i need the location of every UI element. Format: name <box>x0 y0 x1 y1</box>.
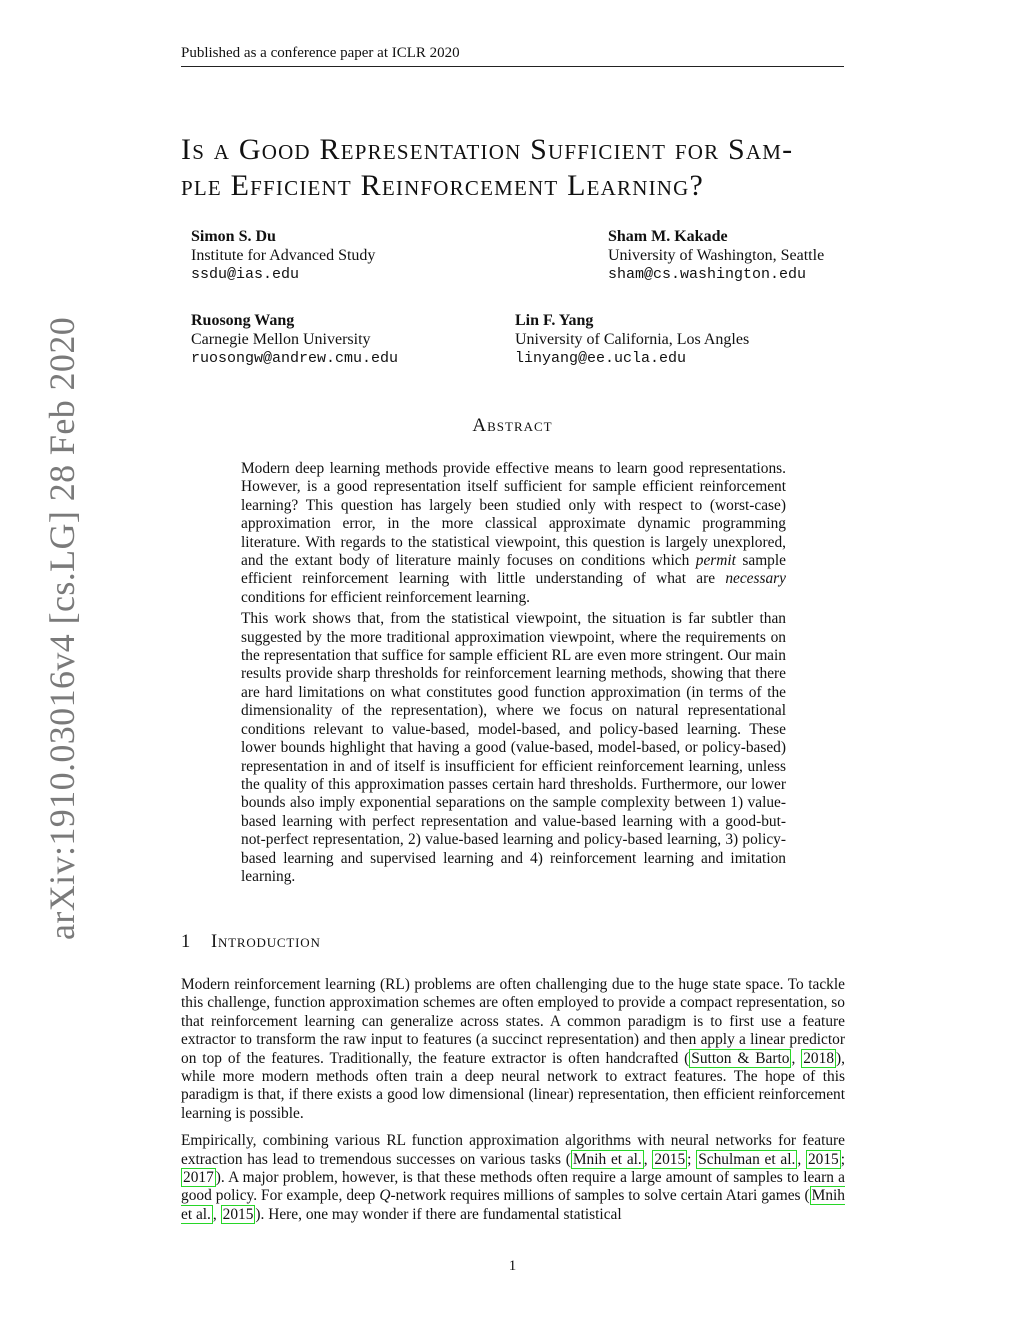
header-rule <box>181 66 844 67</box>
citation-link[interactable]: 2015 <box>222 1205 254 1223</box>
author-block <box>191 311 398 368</box>
body-paragraph: Modern reinforcement learning (RL) problems are often challenging due to the huge state space. To tackle this challenge, function approximation schemes are often employed to provide a compact representation, so that reinforcement learning can generalize across states. A common paradigm is to first use a feature extractor to transform the raw input to features (a succinct representation) and then apply a linear predictor on top of the features. Traditionally, the feature extractor is often handcrafted ( Sutton & Barto , 2018 ), while more modern methods often train a deep neural network to extract features. The hope of this paradigm is that, if there exists a good low dimensional (linear) representation, then efficient reinforcement learning is possible. <box>181 976 845 1122</box>
author-affiliation: University of Washington, Seattle <box>608 247 825 264</box>
section-body <box>181 976 845 1233</box>
math-symbol: Q <box>379 1187 391 1205</box>
running-header: Published as a conference paper at ICLR 2020 <box>181 45 460 61</box>
author-name: Ruosong Wang <box>191 312 295 329</box>
author-email[interactable]: ruosongw@andrew.cmu.edu <box>191 350 399 367</box>
abstract-heading: Abstract <box>472 415 553 436</box>
abstract-paragraph: This work shows that, from the statistical viewpoint, the situation is far subtler than suggested by the more traditional approximation viewpoint, where the requirements on the representation that suffice for sample efficient RL are even more stringent. Our main results provide sharp thresholds for reinforcement learning methods, showing that there are hard limitations on what constitutes good function approximation (in terms of the dimensionality of the representation), where we focus on natural representational conditions relevant to value-based, model-based, and policy-based learning. These lower bounds highlight that having a good (value-based, model-based, or policy-based) representation in and of itself is insufficient for efficient reinforcement learning, unless the quality of this approximation passes certain hard thresholds. Furthermore, our lower bounds also imply exponential separations on the sample complexity between 1) value-based learning with perfect representation and value-based learning with a good-but-not-perfect representation, 2) value-based learning and policy-based learning, 3) policy-based learning and supervised learning and 4) reinforcement learning and imitation learning. <box>241 610 786 885</box>
author-affiliation: University of California, Los Angles <box>515 331 750 348</box>
emphasis: necessary <box>725 570 786 588</box>
citation-link[interactable]: 2018 <box>803 1049 835 1067</box>
author-name: Simon S. Du <box>191 228 276 245</box>
body-paragraph: Empirically, combining various RL function approximation algorithms with neural networks for feature extraction has lead to tremendous successes on various tasks ( Mnih et al. , 2015 ; Schulman et al. , 2015 ; 2017 ). A major problem, however, is that these methods often require a large amount of samples to learn a good policy. For example, deep Q-network requires millions of samples to solve certain Atari games ( Mnih et al. , 2015 ). Here, one may wonder if there are fundamental statistical <box>181 1132 846 1223</box>
emphasis: permit <box>695 552 736 570</box>
citation-link[interactable]: Mnih et al. <box>181 1187 845 1223</box>
title-line-1: Is a Good Representation Sufficient for Sam- <box>181 133 794 166</box>
author-email[interactable]: sham@cs.washington.edu <box>608 266 807 283</box>
citation-link[interactable]: Sutton & Barto <box>691 1049 790 1067</box>
author-block <box>608 227 824 284</box>
abstract-body <box>241 460 786 889</box>
author-affiliation: Institute for Advanced Study <box>191 247 376 264</box>
page-number: 1 <box>508 1258 517 1274</box>
author-affiliation: Carnegie Mellon University <box>191 331 371 348</box>
citation-link[interactable]: Schulman et al. <box>698 1150 796 1168</box>
author-block <box>191 227 375 284</box>
author-name: Lin F. Yang <box>515 312 594 329</box>
citation-link[interactable]: 2015 <box>654 1150 686 1168</box>
section-heading <box>181 932 321 953</box>
abstract-paragraph: Modern deep learning methods provide effective means to learn good representations. However, is a good representation itself sufficient for sample efficient reinforcement learning? This question has largely been studied only with respect to (worst-case) approximation error, in the more classical approximate dynamic programming literature. With regards to the statistical viewpoint, this question is largely unexplored, and the extant body of literature mainly focuses on conditions which permit sample efficient reinforcement learning with little understanding of what are necessary conditions for efficient reinforcement learning. <box>241 460 786 606</box>
author-email[interactable]: ssdu@ias.edu <box>191 266 300 283</box>
author-name: Sham M. Kakade <box>608 228 728 245</box>
citation-link[interactable]: 2017 <box>183 1169 214 1187</box>
arxiv-stamp: arXiv:1910.03016v4 [cs.LG] 28 Feb 2020 <box>42 316 82 940</box>
section-number: 1 <box>181 932 191 952</box>
citation-link[interactable]: 2015 <box>807 1150 839 1168</box>
author-email[interactable]: linyang@ee.ucla.edu <box>515 350 687 367</box>
paper-title <box>181 132 846 204</box>
citation-link[interactable]: Mnih et al. <box>572 1150 642 1168</box>
author-block <box>515 311 749 368</box>
title-line-2: ple Efficient Reinforcement Learning? <box>181 169 705 202</box>
section-title: Introduction <box>211 932 321 952</box>
